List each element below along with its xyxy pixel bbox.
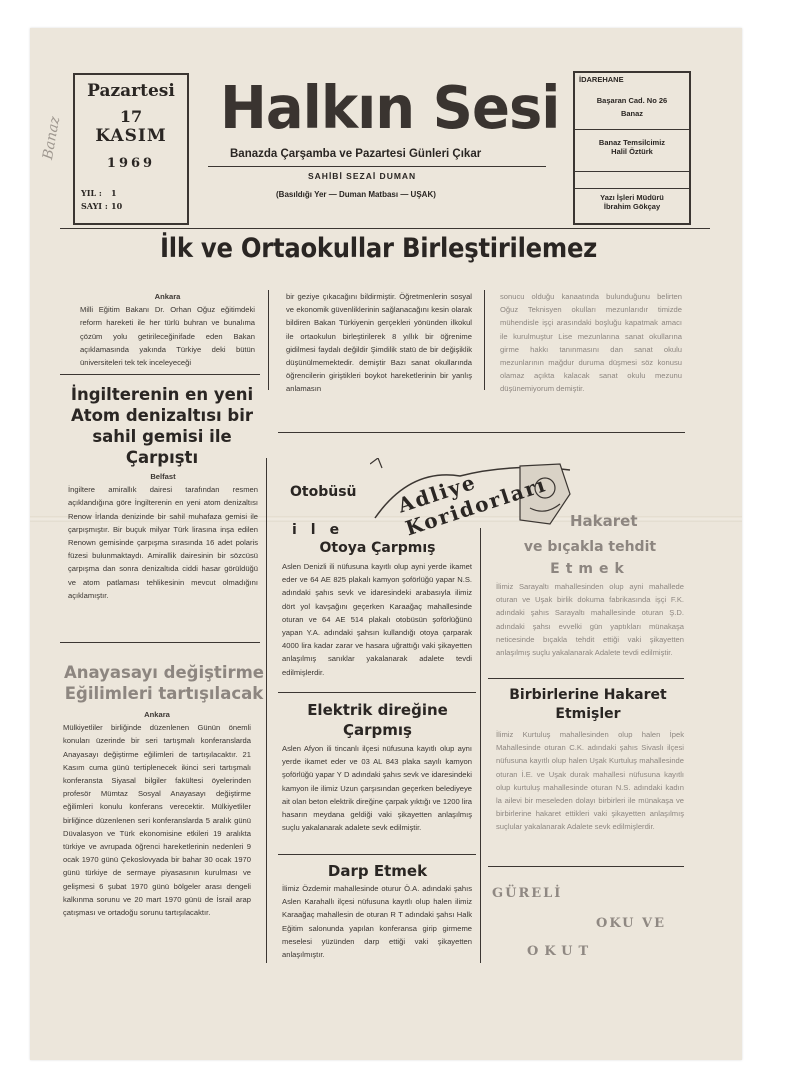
section-rule [278, 692, 476, 693]
editor-title: Yazı İşleri Müdürü [600, 193, 664, 202]
admin-spacer [575, 172, 689, 189]
section-rule [488, 678, 684, 679]
insult-text: İlimiz Sarayaltı mahallesinden olup ayni mahallede oturan ve Uşak birlik dokuma fabrikasında işçi F.K. adındaki şahıs Sarayaltı mahallesinde oturan Ş.D. adındaki şahsı evvelki gün yaptıkları münakaşa neticesinde bıçakla tehdit ettiği vaki şikayetten anlaşılmış suçlu yakalanarak Adalete tevdi edilmiştir. [496, 582, 684, 658]
mutual-headline: Birbirlerine Hakaret Etmişler [509, 687, 667, 722]
issue-day: Pazartesi [87, 81, 175, 101]
courts-kicker-2: ile [292, 522, 354, 538]
insult-headline-2: ve bıçakla tehdit [523, 539, 657, 555]
uk-story-text: İngiltere amirallık dairesi tarafından resmen açıklandığına göre İngilterenin en yeni atom denizaltısı Renow İrlanda denizinde bir sahil muhafaza gemisi ile çarpışmıştır. Bir buçuk milyar Türk lirasına inşa edilen Renown gemisinde çarpışma sırasında 16 adet polaris füzesi bulunmaktaydı. Amirallik dairesinin bir sözcüsü çarpışma dan sonra denizaltıda ciddi hasar görüldüğü ve atom patlaması tehlikesinin mevcut olmadığını açıklamıştır. [68, 485, 258, 600]
admin-editor [575, 189, 689, 215]
beat-headline: Darp Etmek [327, 862, 428, 880]
reading-line-3: OKUT [527, 944, 595, 959]
admin-address-line2: Banaz [620, 109, 644, 118]
constitution-text: Mülkiyetliler birliğinde düzenlenen Günün önemli konuları üzerinde bir seri tartışmalı konferanslarda Anayasayı değiştirme eğilimleri de tartışılacaktır. 21 Kasım cuma günü tertiplenecek ikinci seri tartışmalı konferansta Siyasal bilgiler fakültesi öyelerinden profesör Mümtaz Sosyal Anayasayı değiştirme eğilimleri konulu konferans verecektir. Mülkiyetliler birliğince düzenlenen seri konferanslarda 5 aralık günü Düvalasyon ve Türk ekonomisine etkileri 19 aralıkta türkiye ve avrupada öğrenci hareketlerinin nedenleri 9 ocak 1970 günü Çekoslovyada bir bahar 30 ocak 1970 günü türkiye de sermaye piyasasının kurulması ve gelişmesi 6 şubat 1970 günü bölgeler arası dengeli kalkınma sorunu ve 20 mart 1970 günü de İsrail arap çatışması ve ortadoğu sorunu tartışılacaktır. [63, 723, 251, 918]
volume-number: 1 [111, 188, 117, 198]
reading-line-1: GÜRELİ [492, 886, 563, 901]
pole-headline: Elektrik direğine Çarpmış [307, 701, 448, 739]
constitution-dateline: Ankara [144, 710, 170, 719]
column-rule [266, 458, 267, 963]
column-rule [480, 528, 481, 963]
section-rule [488, 866, 684, 867]
issue-number: 10 [111, 201, 123, 211]
admin-address-line1: Başaran Cad. No 26 [596, 96, 668, 105]
issue-month: KASIM [95, 126, 167, 146]
editor-name: İbrahim Gökçay [603, 202, 661, 211]
volume-label: YIL : [81, 188, 102, 198]
uk-dateline: Belfast [150, 472, 176, 481]
volume-info [81, 187, 122, 213]
header-rule [60, 228, 710, 229]
lead-story-col2 [286, 290, 472, 396]
admin-rep [575, 130, 689, 172]
section-rule [278, 854, 476, 855]
courts-column-title: Adliye Koridorları [394, 469, 550, 541]
issue-label: SAYI : [81, 201, 108, 211]
lead-text-col2: bir geziye çıkacağını bildirmiştir. Öğretmenlerin sosyal ve ekonomik güvenliklerinin sağlanacağını kesin olarak bildiren Bakan Türkiyenin gerçekleri yönünden ilkokul ile ortaokulun birleştirilerek 8 yıllık bir öğrenime gidilmesi faydalı değildir Şimdilik statü de bir değişiklik düşünülmemektedir. demiştir Bazı sanat okullarında öğrencilerin giriştikleri boykot hareketlerinin bir yanlış anlamasın [286, 292, 472, 394]
lead-story-col1 [80, 290, 255, 369]
courts-text: Aslen Denizli ili nüfusuna kayıtlı olup ayni yerde ikamet eder ve 64 AE 825 plakalı kamyon şoförlüğü yapar N.S. adındaki şahıs sevk ve idaresindeki arabasıyla ilimiz dört yol kavşağını geçerken Karaağaç mahallesinde oturan ve 64 AE 514 plakalı otobüsün şoförlüğünü yapan Y.A. adındaki şahsın kullandığı otoya çarparak 4000 lira kadar zarar ve hasara uğrattığı vaki şikayetten anlaşılmış sanıklar yakalanarak adalete tevdi edilmişlerdir. [282, 562, 472, 677]
issue-date: 17 [119, 107, 143, 126]
column-rule [268, 290, 269, 390]
section-rule [60, 642, 260, 643]
beat-text: İlimiz Özdemir mahallesinde oturur Ö.A. adındaki şahıs Aslen Karahallı ilçesi nüfusuna kayıtlı olup halen ilimiz Karaağaç mahallesin de oturan R T adındaki şahsı Halk Eğitim salonunda yapılan konferansa girip girmeme meselesi yüzünden darp ettiği vaki şikayetten anlaşılmıştır. [282, 884, 472, 960]
section-rule [278, 432, 685, 433]
pole-text: Aslen Afyon ili tincanlı ilçesi nüfusuna kayıtlı olup aynı yerde ikamet eder ve 03 AL 843 plaka sayılı kamyon şoförlüğü yapar Y D adındaki şahıs sevk ve idaresindeki kamyon ile ilimiz Uzun çarşısından geçerken belediyeye ait olan beton elektrik direğine çarpak yıktığı ve 1200 lira hasarın meydana geldiği vaki şikayetten anlaşılmış suçlu yakalanarak adalete sevk edilmiştir. [282, 744, 472, 833]
courts-cartoon [370, 458, 576, 541]
insult-body [496, 580, 684, 659]
courts-body [282, 560, 472, 679]
lead-dateline: Ankara [154, 292, 181, 301]
main-headline: İlk ve Ortaokullar Birleştirilemez [160, 233, 598, 264]
lead-text-col3: sonucu olduğu kanaatında bulunduğunu belirten Oğuz Teknisyen okulları mezunlarıdır timizde mühendisle işçi arasındaki boşluğu kapatmak amacı ile kurulmuştur Lise mezunlarına sanat okullarına girme hakkı tanınmasını dan sanat okulu mezunlarının mağdur duruma düşmesi söz konusu olamaz açıkta kalacak sanat okulu mezunu düşünemiyorum demiştir. [500, 292, 682, 394]
column-rule [484, 290, 485, 390]
rep-title: Banaz Temsilcimiz [598, 138, 666, 147]
date-box [73, 73, 189, 225]
masthead-tagline: Banazda Çarşamba ve Pazartesi Günleri Çıkar [230, 148, 482, 160]
handwritten-note: Banaz [40, 115, 64, 161]
admin-title: İDAREHANE [579, 75, 624, 84]
lead-text-col1: Milli Eğitim Bakanı Dr. Orhan Oğuz eğitimdeki reform hareketi ile her türlü buhran ve bunalıma çözüm yolu getirileceğinifade eden Bakan açıklamasında yakında Türkiye deki bütün üniversiteleri tek tek inceleyeceği [80, 305, 255, 368]
admin-box [573, 71, 691, 225]
printer-line: (Basıldığı Yer — Duman Matbası — UŞAK) [276, 190, 436, 199]
lead-story-col3 [500, 290, 682, 396]
section-rule [60, 374, 260, 375]
courts-headline: Otoya Çarpmış [319, 540, 436, 556]
constitution-body [63, 708, 251, 919]
mutual-text: İlimiz Kurtuluş mahallesinden olup halen İpek Mahallesinde oturan C.K. adındaki şahıs Sivaslı ilçesi nüfusuna kayıtlı olup halen Uşak Kurtuluş mahallesinde oturan İ.E. ve Uşak durak mahallesi nüfusuna kayıtlı olup kurtuluş mahallesinde oturan N.S. adındaki kadın la ailevi bir meseleden dolayı birbirleri ile münakaşa ve birbirlerine hakaret ettikleri vaki şikayetten anlaşılmış suçlular yakalanarak Adalete sevk edilmişlerdir. [496, 730, 684, 832]
beat-body [282, 882, 472, 961]
insult-headline-3: Etmek [550, 561, 630, 577]
owner-line: SAHİBİ SEZAİ DUMAN [308, 171, 417, 181]
masthead-rule [208, 166, 546, 167]
pole-body [282, 742, 472, 834]
insult-headline-1: Hakaret [570, 512, 638, 530]
uk-story-body [68, 470, 258, 602]
reading-line-2: OKU VE [596, 916, 667, 931]
mutual-body [496, 728, 684, 834]
newspaper-page [30, 28, 742, 1060]
uk-story-headline: İngilterenin en yeni Atom denizaltısı bir sahil gemisi ile Çarpıştı [70, 385, 254, 467]
rep-name: Halil Öztürk [611, 147, 653, 156]
constitution-headline: Anayasayı değiştirme Eğilimleri tartışılacak [64, 663, 264, 703]
admin-address [575, 73, 689, 130]
issue-year: 1969 [106, 156, 156, 171]
courts-kicker: Otobüsü [290, 484, 357, 500]
masthead-title: Halkın Sesi [220, 74, 560, 143]
